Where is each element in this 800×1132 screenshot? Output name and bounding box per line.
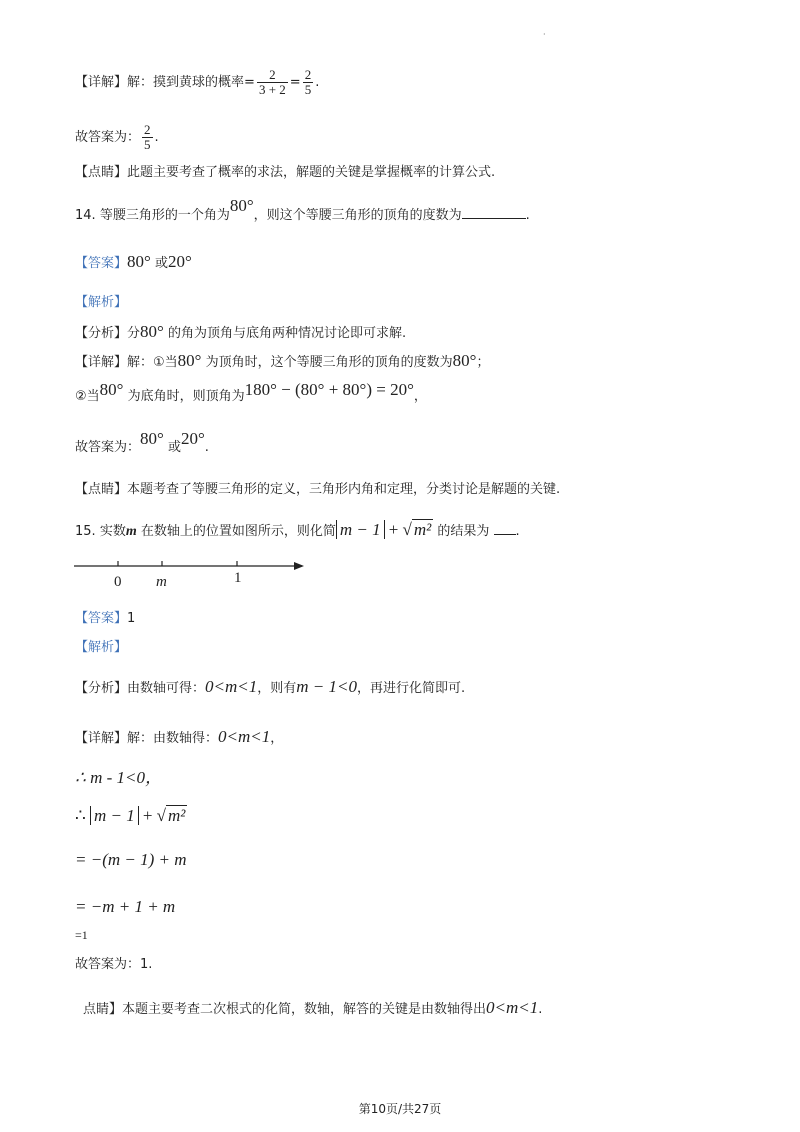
q14-comment-line — [75, 480, 560, 500]
period: . — [315, 75, 320, 90]
q14-fenxi-line — [75, 322, 406, 344]
comment-text: 此题主要考查了概率的求法，解题的关键是掌握概率的计算公式. — [127, 165, 496, 180]
denominator: 5 — [144, 137, 151, 152]
q15-final-line: 故答案为：1. — [75, 957, 153, 972]
fenxi-text: 由数轴可得： — [127, 681, 206, 696]
answer-label: 【答案】 — [75, 611, 128, 626]
solution-step-5: =1 — [75, 928, 88, 942]
detail-label: 【详解】 — [75, 731, 128, 746]
q15-detail-line — [75, 727, 283, 749]
answer-value: 80° — [127, 252, 151, 271]
q14-analysis-label — [75, 293, 127, 313]
answer-value: 80° — [140, 429, 164, 448]
question-number: 14. — [75, 208, 96, 223]
fenxi-label: 【分析】 — [75, 326, 128, 341]
comma: ， — [270, 731, 284, 746]
angle-value: 80° — [99, 380, 124, 399]
comma: ， — [413, 389, 427, 404]
period: . — [538, 1002, 543, 1017]
comment-label: 点睛】 — [83, 1002, 123, 1017]
therefore-sign: ∴ — [75, 806, 86, 825]
stem-text: 等腰三角形的一个角为 — [99, 208, 230, 223]
answer-value: 20° — [180, 429, 205, 448]
q14-final-line — [75, 429, 209, 458]
q15-fenxi-line — [75, 677, 465, 699]
denominator: 5 — [304, 82, 312, 97]
detail-text: 解：由数轴得： — [127, 731, 219, 746]
axis-label-one: 1 — [234, 570, 242, 586]
detail-label: 【详解】 — [75, 75, 128, 90]
axis-arrow — [294, 562, 304, 570]
angle-value: 80° — [177, 351, 202, 370]
or-text: 或 — [167, 440, 181, 455]
page-footer: 第10页/共27页 — [358, 1102, 442, 1116]
stem-text: ，则这个等腰三角形的顶角的度数为 — [253, 208, 462, 223]
period: . — [515, 524, 520, 539]
solution-step-4: = −m + 1 + m — [75, 897, 176, 916]
equals-sign: = — [289, 75, 301, 90]
plus-sign: + — [388, 520, 399, 539]
or-text: 或 — [154, 256, 168, 271]
solution-step-2 — [75, 806, 187, 828]
solution-step-3: = −(m − 1) + m — [75, 850, 187, 869]
q14-detail-line — [75, 351, 489, 373]
comment-label: 【点睛】 — [75, 165, 128, 180]
q13-detail-line — [75, 68, 319, 97]
stem-text: 实数 — [99, 524, 126, 539]
q13-comment-line — [75, 163, 495, 183]
angle-value: 80° — [452, 351, 477, 370]
answer-blank — [462, 204, 526, 219]
answer-prefix: 故答案为： — [75, 440, 141, 455]
square-root: √ m² — [156, 806, 186, 825]
detail-text: 为顶角时，这个等腰三角形的顶角的度数为 — [205, 355, 453, 370]
variable: m — [125, 524, 137, 539]
fenxi-text: 分 — [127, 326, 141, 341]
denominator: 3 + 2 — [258, 82, 286, 97]
inequality: 0<m<1 — [218, 727, 271, 746]
radicand: m² — [167, 806, 186, 825]
fenxi-text: ，再进行化简即可. — [357, 681, 466, 696]
fenxi-text: 的角为顶角与底角两种情况讨论即可求解. — [167, 326, 407, 341]
equals-sign: = — [244, 75, 255, 90]
q13-answer-line — [75, 123, 159, 152]
plus-sign: + — [142, 806, 153, 825]
comment-text: 本题考查了等腰三角形的定义，三角形内角和定理，分类讨论是解题的关键. — [127, 482, 561, 497]
fraction — [142, 123, 153, 152]
inequality: 0<m<1 — [205, 677, 258, 696]
q15-analysis-label — [75, 638, 127, 658]
stem-text: 在数轴上的位置如图所示，则化简 — [140, 524, 336, 539]
fraction — [303, 68, 314, 97]
answer-value: 1 — [127, 611, 136, 626]
stem-text: 的结果为 — [437, 524, 490, 539]
angle-value: 80° — [229, 196, 254, 215]
numerator: 2 — [257, 68, 288, 83]
q15-stem — [75, 520, 520, 542]
answer-blank — [494, 522, 516, 535]
answer-label: 【答案】 — [75, 256, 128, 271]
analysis-label: 【解析】 — [75, 640, 128, 655]
q14-stem — [75, 196, 530, 226]
numerator: 2 — [304, 67, 312, 82]
detail-text: 解：①当 — [127, 355, 178, 370]
q15-comment-line — [83, 998, 542, 1020]
q15-answer-line — [75, 609, 135, 629]
q14-answer-line — [75, 252, 192, 274]
inequality: m − 1<0 — [296, 677, 358, 696]
absolute-value: m − 1 — [90, 806, 139, 825]
page-dot: · — [543, 30, 546, 39]
axis-label-zero: 0 — [114, 574, 122, 590]
inequality: 0<m<1 — [486, 998, 539, 1017]
absolute-value: m − 1 — [336, 520, 385, 539]
answer-prefix: 故答案为： — [75, 130, 141, 145]
detail-label: 【详解】 — [75, 355, 128, 370]
period: . — [154, 130, 159, 145]
numerator: 2 — [144, 122, 151, 137]
number-line — [70, 552, 310, 592]
radicand: m² — [413, 520, 432, 539]
comment-text: 本题主要考查二次根式的化简，数轴，解答的关键是由数轴得出 — [122, 1002, 487, 1017]
semicolon: ； — [476, 355, 490, 370]
detail-text: 解：摸到黄球的概率 — [127, 75, 245, 90]
detail-text: ②当 — [75, 389, 100, 404]
q14-case2-line — [75, 380, 427, 407]
analysis-label: 【解析】 — [75, 295, 128, 310]
question-number: 15. — [75, 524, 96, 539]
formula: 180° − (80° + 80°) = 20° — [244, 380, 414, 399]
axis-label-m: m — [156, 574, 167, 590]
solution-step-1: ∴ m - 1<0， — [75, 768, 162, 787]
answer-value: 20° — [167, 252, 192, 271]
comment-label: 【点睛】 — [75, 482, 128, 497]
angle-value: 80° — [140, 322, 164, 341]
period: . — [204, 440, 209, 455]
square-root: √ m² — [402, 520, 432, 539]
fenxi-text: ，则有 — [257, 681, 297, 696]
number-line-svg — [70, 552, 310, 572]
detail-text: 为底角时，则顶角为 — [127, 389, 245, 404]
fraction — [257, 68, 288, 97]
period: . — [525, 208, 530, 223]
fenxi-label: 【分析】 — [75, 681, 128, 696]
